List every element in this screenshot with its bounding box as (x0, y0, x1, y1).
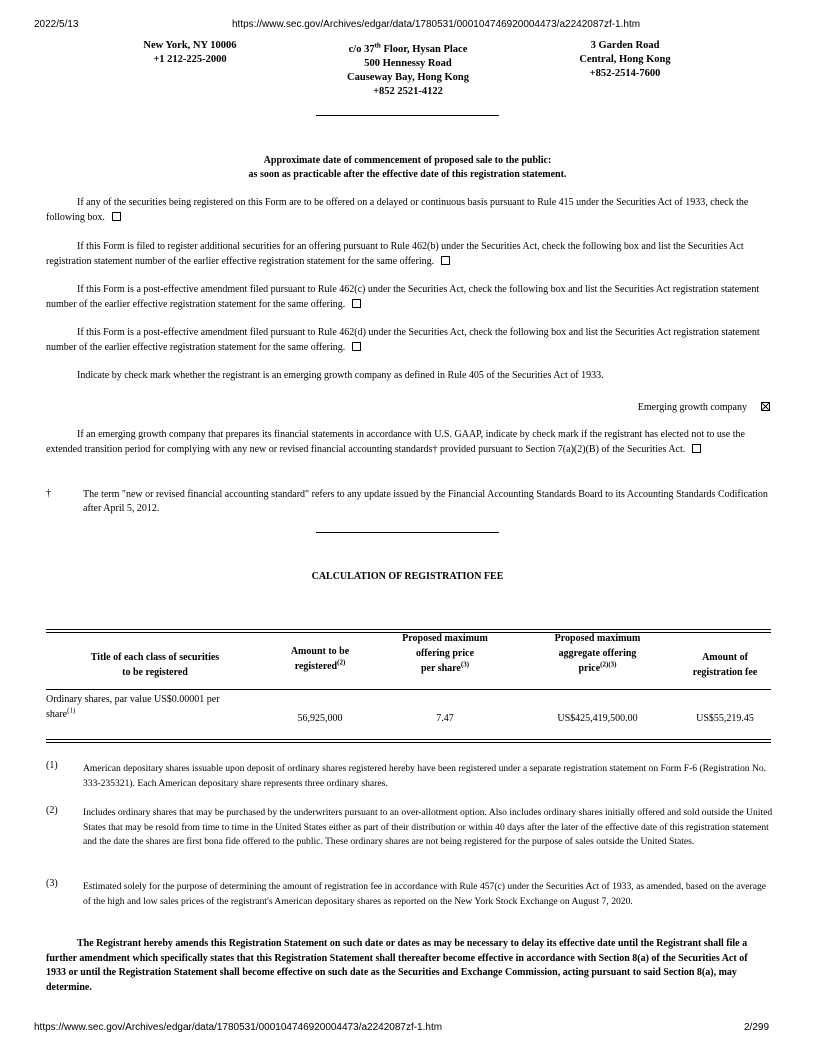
address-right-line: Central, Hong Kong (579, 54, 671, 65)
egc-line: Emerging growth company (638, 401, 770, 415)
calc-title: CALCULATION OF REGISTRATION FEE (311, 571, 504, 582)
egc-checkbox[interactable] (761, 402, 770, 411)
row-fee-cell: US$55,219.45 (696, 713, 754, 724)
address-right (555, 39, 695, 81)
footnote-text: American depositary shares issuable upon deposit of ordinary shares registered hereby have been registered under a separate registration statement on Form F-6 (Registration No. 333-235321). Each American depositary share represents three ordinary shares. (83, 763, 767, 789)
col-header-amount: Amount to be registered$^{(2)}$ (290, 646, 350, 672)
rule-462b-paragraph: If this Form is filed to register additional securities for an offering pursuant to Rule 462(b) under the Securities Act, check the following box and list the Securities Act registration statement number of the earlier effective registration statement for the same offering. (46, 241, 744, 267)
table-rule (46, 739, 771, 740)
table-rule (46, 689, 771, 690)
footnote-number: (3) (46, 878, 58, 889)
row-amount-cell: 56,925,000 (297, 713, 343, 724)
rule-415-paragraph: If any of the securities being registered on this Form are to be offered on a delayed or continuous basis pursuant to Rule 415 under the Securities Act of 1933, check the following box. (46, 197, 749, 223)
footnote-text: Includes ordinary shares that may be purchased by the underwriters pursuant to an over-allotment option. Also includes ordinary shares initially offered and sold outside the United States that may be resold from time to time in the United States either as part of their distribution or within 40 days after the later of the effective date of this registration statement and the date the shares are first bona fide offered to the public. These ordinary shares are not being registered for the purpose of sales outside the United States. (83, 807, 773, 847)
egc-indicate-paragraph: Indicate by check mark whether the registrant is an emerging growth company as defined in Rule 405 of the Securities Act of 1933. (77, 370, 604, 381)
address-right-phone: +852-2514-7600 (589, 68, 661, 79)
divider (316, 115, 499, 116)
dagger-mark: † (46, 488, 51, 499)
egc-transition-checkbox[interactable] (692, 444, 701, 453)
row-price-share-cell: 7.47 (436, 713, 454, 724)
footnote-number: (2) (46, 805, 58, 816)
col-header-price-aggregate: Proposed maximum aggregate offering price$^{(2)(3)}$ (554, 633, 641, 674)
rule-415-checkbox[interactable] (112, 212, 121, 221)
address-middle (318, 43, 498, 99)
delaying-amendment-paragraph: The Registrant hereby amends this Registration Statement on such date or dates as may be necessary to delay its effective date until the Registrant shall file a further amendment which specifically states that this Registration Statement shall thereafter become effective in accordance with Section 8(a) of the Securities Act of 1933 or until the Registration Statement shall become effective on such date as the Securities and Exchange Commission, acting pursuant to said Section 8(a), may determine. (46, 938, 748, 993)
col-header-fee: Amount of registration fee (692, 652, 758, 678)
col-header-price-share: Proposed maximum offering price per share$^{(3)}$ (402, 633, 488, 674)
footnote-number: (1) (46, 760, 58, 771)
rule-462d-checkbox[interactable] (352, 342, 361, 351)
col-header-title: Title of each class of securities to be registered (90, 652, 220, 678)
address-left-phone: +1 212-225-2000 (153, 54, 227, 65)
dagger-note-text: The term "new or revised financial accounting standard" refers to any update issued by the Financial Accounting Standards Board to its Accounting Standards Codification after April 5, 2012. (83, 489, 768, 514)
egc-transition-paragraph: If an emerging growth company that prepares its financial statements in accordance with U.S. GAAP, indicate by check mark if the registrant has elected not to use the extended transition period for complying with any new or revised financial accounting standards† provided pursuant to Section 7(a)(2)(B) of the Securities Act. (46, 429, 745, 455)
address-middle-floor: c/o 37th Floor, Hysan Place (348, 41, 468, 55)
rule-462d-paragraph: If this Form is a post-effective amendment filed pursuant to Rule 462(d) under the Securities Act, check the following box and list the Securities Act registration statement number of the earlier effective registration statement for the same offering. (46, 327, 760, 353)
print-footer-url: https://www.sec.gov/Archives/edgar/data/1780531/000104746920004473/a2242087zf-1.htm (34, 1022, 443, 1033)
address-middle-line: Causeway Bay, Hong Kong (347, 72, 469, 83)
table-rule (46, 629, 771, 630)
divider (316, 532, 499, 533)
address-right-line: 3 Garden Road (590, 40, 660, 51)
rule-462c-checkbox[interactable] (352, 299, 361, 308)
address-left (120, 39, 260, 67)
row-price-aggregate-cell: US$425,419,500.00 (557, 713, 638, 724)
rule-462b-checkbox[interactable] (441, 256, 450, 265)
row-title-cell: Ordinary shares, par value US$0.00001 per share$^{(1)}$ (46, 694, 220, 720)
page-number: 2/299 (744, 1022, 770, 1033)
address-middle-line: 500 Hennessy Road (364, 58, 452, 69)
approx-date-heading: Approximate date of commencement of proposed sale to the public: as soon as practicable after the effective date of this registration statement. (248, 155, 567, 180)
table-rule (46, 742, 771, 743)
footnote-text: Estimated solely for the purpose of determining the amount of registration fee in accordance with Rule 457(c) under the Securities Act of 1933, as amended, based on the average of the high and low sales prices of the registrant's American depositary shares as reported on the New York Stock Exchange on August 7, 2020. (83, 881, 767, 907)
rule-462c-paragraph: If this Form is a post-effective amendment filed pursuant to Rule 462(c) under the Securities Act, check the following box and list the Securities Act registration statement number of the earlier effective registration statement for the same offering. (46, 284, 760, 310)
print-date: 2022/5/13 (34, 19, 79, 30)
print-header-url: https://www.sec.gov/Archives/edgar/data/1780531/000104746920004473/a2242087zf-1.htm (232, 19, 641, 30)
address-left-line: New York, NY 10006 (143, 40, 237, 51)
address-middle-phone: +852 2521-4122 (373, 86, 443, 97)
